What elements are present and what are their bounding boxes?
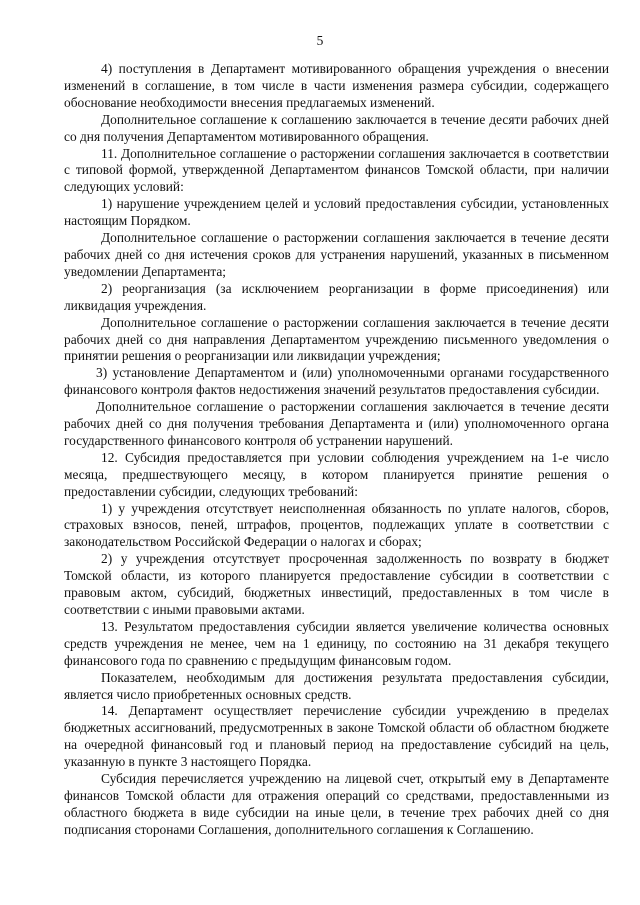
paragraph-clause-11: 11. Дополнительное соглашение о расторжении соглашения заключается в соответствии с типовой формой, утвержденной Департаментом финансов Томской области, при наличии следующих условий: bbox=[64, 145, 609, 195]
paragraph-additional-agreement: Дополнительное соглашение к соглашению заключается в течение десяти рабочих дней со дня получения Департаментом мотивированного обращения. bbox=[64, 111, 609, 144]
paragraph-clause-11-item-2: 2) реорганизация (за исключением реорганизации в форме присоединения) или ликвидация учреждения. bbox=[64, 280, 609, 313]
paragraph-clause-12-item-2: 2) у учреждения отсутствует просроченная задолженность по возврату в бюджет Томской области, из которого планируется предоставление субсидии в соответствии с правовым актом, субсидий, бюджетных инвестиций, предоставленных в том числе в соответствии с иными правовыми актами. bbox=[64, 551, 609, 617]
paragraph-item-4: 4) поступления в Департамент мотивированного обращения учреждения о внесении изменений в соглашение, в том числе в части изменения размера субсидии, содержащего обоснование необходимости внесения предлагаемых изменений. bbox=[64, 61, 609, 110]
paragraph-transfer: Субсидия перечисляется учреждению на лицевой счет, открытый ему в Департаменте финансов Томской области для отражения операций со средствами, предоставленными из областного бюджета в виде субсидии на иные цели, в течение трех рабочих дней со дня подписания сторонами Соглашения, дополнительного соглашения к Соглашению. bbox=[64, 771, 609, 837]
paragraph-indicator: Показателем, необходимым для достижения результата предоставления субсидии, является число приобретенных основных средств. bbox=[64, 669, 609, 702]
paragraph-clause-13: 13. Результатом предоставления субсидии является увеличение количества основных средств учреждения не менее, чем на 1 единицу, по состоянию на 31 декабря текущего финансового года по сравнению с предыдущим финансовым годом. bbox=[64, 618, 609, 668]
paragraph-termination-violation: Дополнительное соглашение о расторжении соглашения заключается в течение десяти рабочих дней со дня истечения сроков для устранения нарушений, указанных в письменном уведомлении Департамента; bbox=[64, 230, 609, 279]
paragraph-termination-reorganization: Дополнительное соглашение о расторжении соглашения заключается в течение десяти рабочих дней со дня направления Департаментом учреждению письменного уведомления о принятии решения о реорганизации или ликвидации учреждения; bbox=[64, 314, 609, 364]
paragraph-clause-12: 12. Субсидия предоставляется при условии соблюдения учреждением на 1-е число месяца, предшествующего месяцу, в котором планируется принятие решения о предоставлении субсидии, следующих требований: bbox=[64, 449, 609, 499]
document-body bbox=[64, 61, 609, 839]
paragraph-termination-control: Дополнительное соглашение о расторжении соглашения заключается в течение десяти рабочих дней со дня получения требования Департамента и (или) уполномоченного органа государственного финансового контроля об устранении нарушений. bbox=[64, 399, 609, 448]
paragraph-clause-12-item-1: 1) у учреждения отсутствует неисполненная обязанность по уплате налогов, сборов, страховых взносов, пеней, штрафов, процентов, подлежащих уплате в соответствии с законодательством Российской Федерации о налогах и сборах; bbox=[64, 500, 609, 550]
paragraph-clause-14: 14. Департамент осуществляет перечисление субсидии учреждению в пределах бюджетных ассигнований, предусмотренных в законе Томской области об областном бюджете на очередной финансовый год и плановый период на предоставление субсидий на цель, указанную в пункте 3 настоящего Порядка. bbox=[64, 703, 609, 770]
page-number: 5 bbox=[316, 33, 324, 48]
paragraph-clause-11-item-1: 1) нарушение учреждением целей и условий предоставления субсидии, установленных настоящим Порядком. bbox=[64, 196, 609, 229]
paragraph-clause-11-item-3: 3) установление Департаментом и (или) уполномоченными органами государственного финансового контроля фактов недостижения значений результатов предоставления субсидии. bbox=[64, 365, 609, 398]
